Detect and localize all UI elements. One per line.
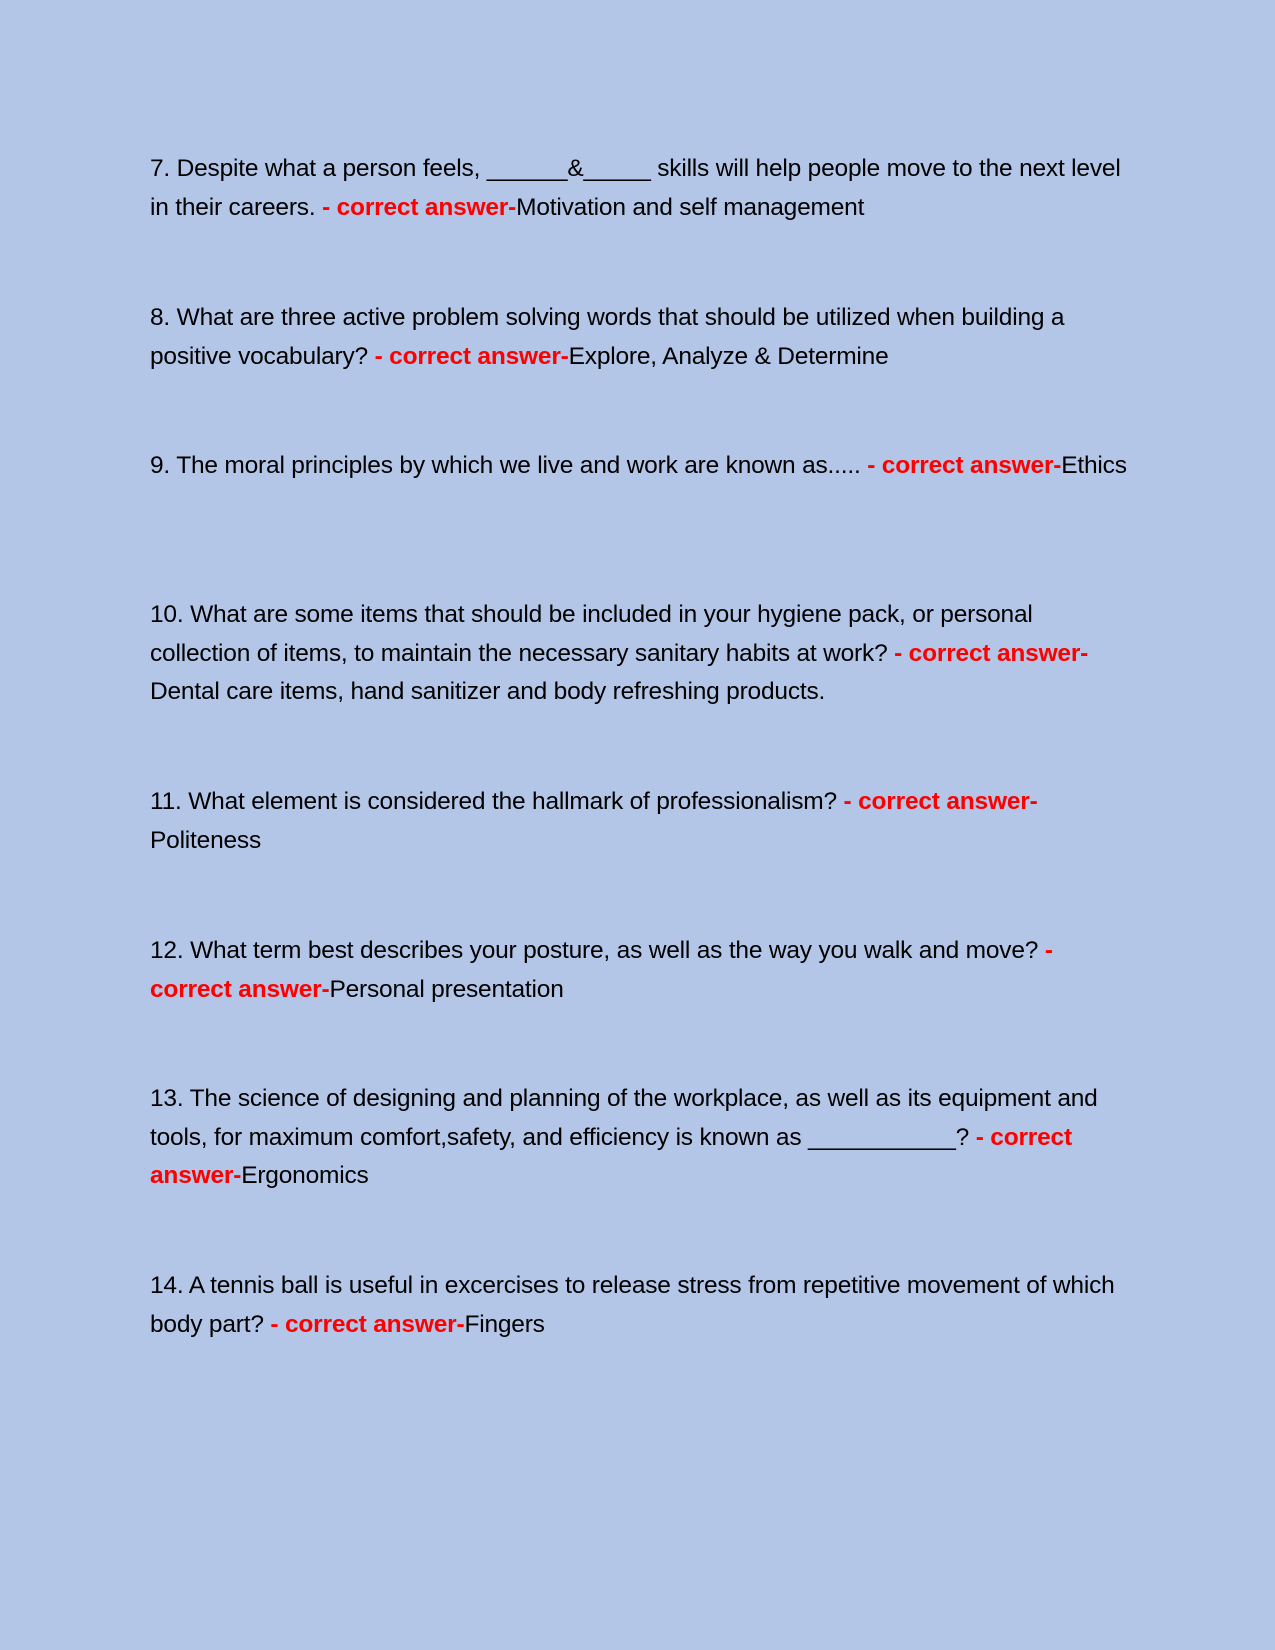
question-text: 12. What term best describes your posture, as well as the way you walk and move?: [150, 937, 1045, 964]
answer-text: Explore, Analyze & Determine: [568, 342, 889, 370]
answer-label: - correct answer-: [374, 342, 569, 370]
question-text: 10. What are some items that should be included in your hygiene pack, or personal collection of items, to maintain the necessary sanitary habits at work?: [150, 601, 1033, 667]
qa-item-14: [150, 1267, 1130, 1344]
qa-item-13: [150, 1080, 1130, 1196]
question-text: 9. The moral principles by which we live and work are known as.....: [150, 452, 868, 479]
answer-text: Personal presentation: [329, 975, 564, 1003]
answer-text: Motivation and self management: [516, 193, 865, 221]
answer-label: - correct answer-: [867, 452, 1062, 479]
qa-item-7: [150, 150, 1130, 227]
answer-label: - correct answer-: [150, 937, 1053, 1003]
qa-item-9: [150, 447, 1130, 486]
qa-item-11: [150, 783, 1130, 860]
answer-text: Politeness: [150, 826, 262, 854]
answer-label: - correct answer-: [894, 639, 1089, 667]
answer-label: - correct answer-: [150, 1123, 1072, 1189]
question-text: 7. Despite what a person feels, ______&_____ skills will help people move to the next level in their careers.: [150, 155, 1121, 221]
qa-item-10: [150, 596, 1130, 712]
qa-item-8: [150, 299, 1130, 376]
question-text: 8. What are three active problem solving words that should be utilized when building a positive vocabulary?: [150, 304, 1065, 370]
answer-label: - correct answer-: [270, 1310, 465, 1338]
question-text: 11. What element is considered the hallmark of professionalism?: [150, 788, 844, 815]
answer-text: Ergonomics: [241, 1162, 369, 1189]
answer-text: Dental care items, hand sanitizer and body refreshing products.: [150, 678, 826, 705]
question-text: 13. The science of designing and planning of the workplace, as well as its equipment and tools, for maximum comfort,safety, and efficiency is known as ___________?: [150, 1085, 1098, 1151]
answer-label: - correct answer-: [843, 788, 1038, 815]
answer-text: Fingers: [464, 1310, 545, 1338]
qa-item-12: [150, 932, 1130, 1009]
answer-label: - correct answer-: [322, 193, 517, 221]
question-text: 14. A tennis ball is useful in excercises to release stress from repetitive movement of which body part?: [150, 1272, 1115, 1338]
answer-text: Ethics: [1061, 452, 1127, 479]
